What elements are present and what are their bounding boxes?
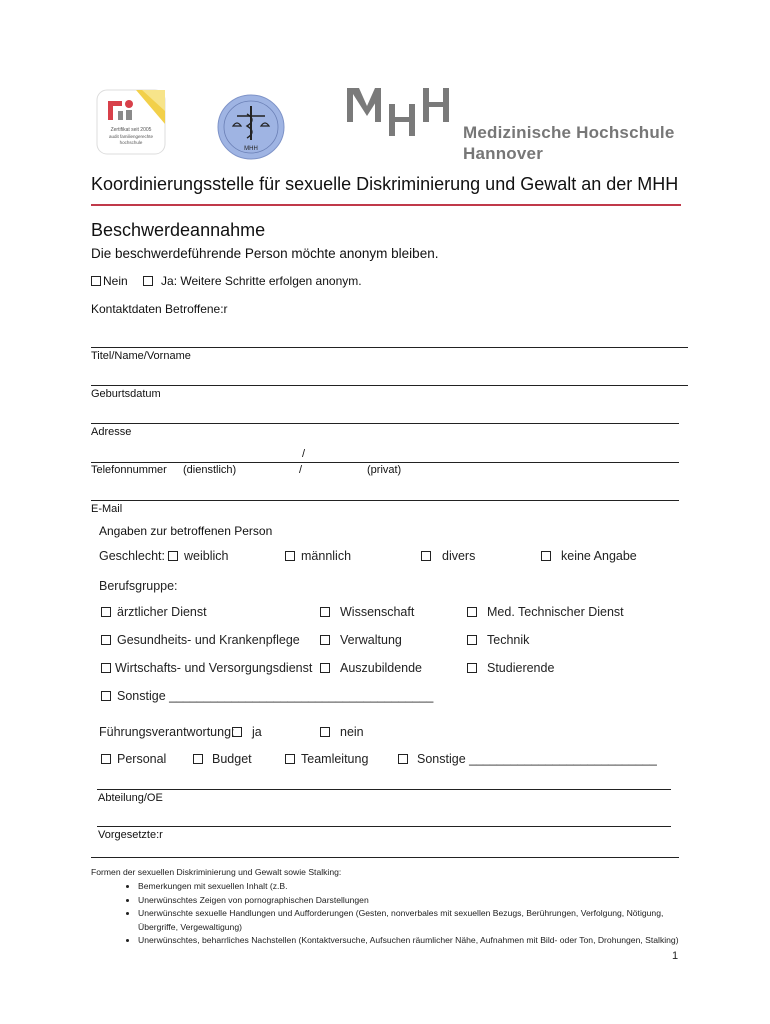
checkbox[interactable]: [101, 663, 111, 673]
option-label: ärztlicher Dienst: [117, 605, 207, 619]
mhh-letters-logo: [345, 86, 455, 138]
option-label: Technik: [487, 633, 530, 647]
institution-line2: Hannover: [463, 144, 544, 163]
address-field-label: Adresse: [91, 426, 132, 438]
checkbox[interactable]: [101, 691, 111, 701]
anonym-question: Die beschwerdeführende Person möchte anonym bleiben.: [91, 246, 439, 261]
job-option-science[interactable]: [320, 605, 414, 619]
job-option-economy[interactable]: [101, 661, 312, 675]
job-option-tech[interactable]: [467, 633, 529, 647]
option-label: divers: [442, 549, 476, 563]
checkbox[interactable]: [467, 607, 477, 617]
responsibility-personnel[interactable]: [101, 752, 166, 766]
anonym-no-label: Nein: [103, 274, 128, 288]
checkbox[interactable]: [168, 551, 178, 561]
list-item: • Unerwünschte sexuelle Handlungen und Aufforderungen (Gesten, nonverbales mit sexuellen Bezugs, Berührungen, Verfolgung, Nötigung, Übergriffe, Vergewaltigung): [138, 907, 698, 934]
mhh-seal-logo: [217, 94, 285, 160]
svg-text:Zertifikat seit 2005: Zertifikat seit 2005: [110, 127, 152, 133]
job-option-students[interactable]: [467, 661, 554, 675]
checkbox[interactable]: [320, 635, 330, 645]
checkbox[interactable]: [467, 635, 477, 645]
department-field-label: Abteilung/OE: [98, 792, 163, 804]
gender-label: Geschlecht:: [99, 549, 166, 563]
list-item: • Unerwünschtes Zeigen von pornographischen Darstellungen: [138, 894, 698, 908]
checkbox[interactable]: [467, 663, 477, 673]
leadership-no[interactable]: [320, 725, 364, 739]
section-title: Beschwerdeannahme: [91, 220, 266, 240]
checkbox[interactable]: [320, 663, 330, 673]
job-option-admin[interactable]: [320, 633, 402, 647]
checkbox[interactable]: [541, 551, 551, 561]
job-option-medtech[interactable]: [467, 605, 624, 619]
responsibility-budget[interactable]: [193, 752, 252, 766]
contact-heading: Kontaktdaten Betroffene:r: [91, 302, 228, 316]
list-item: • Bemerkungen mit sexuellen Inhalt (z.B.: [138, 880, 698, 894]
page-title: Koordinierungsstelle für sexuelle Diskriminierung und Gewalt an der MHH: [91, 174, 679, 194]
bottom-divider: [91, 857, 679, 858]
phone-private-label: (privat): [367, 464, 402, 476]
option-label: Studierende: [487, 661, 555, 675]
checkbox[interactable]: [398, 754, 408, 764]
option-label: Teamleitung: [301, 752, 369, 766]
svg-text:MHH: MHH: [244, 146, 258, 152]
title-divider: [91, 204, 681, 206]
checkbox[interactable]: [193, 754, 203, 764]
option-label: Gesundheits- und Krankenpflege: [117, 633, 300, 647]
anonym-options: [91, 274, 362, 288]
gender-option-diverse[interactable]: [421, 549, 475, 563]
responsibility-other[interactable]: [398, 752, 657, 766]
checkbox[interactable]: [285, 754, 295, 764]
option-label: weiblich: [184, 549, 229, 563]
phone-work-label: (dienstlich): [183, 464, 237, 476]
checkbox[interactable]: [101, 754, 111, 764]
birth-field-line[interactable]: [91, 385, 688, 386]
supervisor-field-line[interactable]: [97, 826, 671, 827]
family-audit-badge-logo: [96, 89, 166, 155]
option-label: Sonstige ___________________________: [417, 752, 657, 766]
checkbox[interactable]: [421, 551, 431, 561]
gender-option-female[interactable]: [168, 549, 228, 563]
checkbox[interactable]: [285, 551, 295, 561]
supervisor-field-label: Vorgesetzte:r: [98, 829, 163, 841]
svg-text:hochschule: hochschule: [119, 140, 143, 145]
option-label: Wirtschafts- und Versorgungsdienst: [115, 661, 313, 675]
option-label: Budget: [212, 752, 252, 766]
checkbox[interactable]: [320, 607, 330, 617]
anonym-no-checkbox[interactable]: [91, 276, 101, 286]
checkbox[interactable]: [101, 635, 111, 645]
phone-field-line[interactable]: [91, 462, 679, 463]
department-field-line[interactable]: [97, 789, 671, 790]
address-field-line[interactable]: [91, 423, 679, 424]
option-label: keine Angabe: [561, 549, 637, 563]
forms-list: [118, 880, 698, 948]
institution-line1: Medizinische Hochschule: [463, 123, 675, 142]
option-label: Auszubildende: [340, 661, 423, 675]
option-label: männlich: [301, 549, 352, 563]
checkbox[interactable]: [101, 607, 111, 617]
gender-option-none[interactable]: [541, 549, 637, 563]
gender-option-male[interactable]: [285, 549, 351, 563]
email-field-label: E-Mail: [91, 503, 123, 515]
svg-text:audit familiengerechte: audit familiengerechte: [108, 134, 154, 139]
option-label: Sonstige ______________________________________: [117, 689, 434, 703]
leadership-yes[interactable]: [232, 725, 262, 739]
job-option-trainees[interactable]: [320, 661, 422, 675]
checkbox[interactable]: [320, 727, 330, 737]
birth-field-label: Geburtsdatum: [91, 388, 161, 400]
option-label: ja: [252, 725, 262, 739]
anonym-yes-label: Ja: Weitere Schritte erfolgen anonym.: [161, 274, 362, 288]
email-field-line[interactable]: [91, 500, 679, 501]
job-option-other[interactable]: [101, 689, 433, 703]
job-option-nursing[interactable]: [101, 633, 300, 647]
forms-heading: Formen der sexuellen Diskriminierung und Gewalt sowie Stalking:: [91, 867, 342, 877]
checkbox[interactable]: [232, 727, 242, 737]
anonym-yes-checkbox[interactable]: [143, 276, 153, 286]
name-field-label: Titel/Name/Vorname: [91, 350, 191, 362]
leadership-label: Führungsverantwortung:: [99, 725, 235, 739]
page-number: 1: [672, 950, 679, 962]
job-label: Berufsgruppe:: [99, 579, 178, 593]
institution-name: [463, 122, 674, 164]
option-label: Wissenschaft: [340, 605, 415, 619]
person-heading: Angaben zur betroffenen Person: [99, 524, 273, 538]
phone-field-label: Telefonnummer: [91, 464, 167, 476]
phone-slash: /: [299, 464, 303, 476]
list-item: • Unerwünschtes, beharrliches Nachstellen (Kontaktversuche, Aufsuchen räumlicher Nähe, Aufnahmen mit Bild- oder Ton, Drohungen, Stalking): [138, 934, 698, 948]
responsibility-team[interactable]: [285, 752, 368, 766]
option-label: Verwaltung: [340, 633, 402, 647]
phone-slash-top: /: [302, 448, 306, 460]
job-option-medical[interactable]: [101, 605, 207, 619]
option-label: Med. Technischer Dienst: [487, 605, 624, 619]
option-label: Personal: [117, 752, 167, 766]
option-label: nein: [340, 725, 364, 739]
name-field-line[interactable]: [91, 347, 688, 348]
